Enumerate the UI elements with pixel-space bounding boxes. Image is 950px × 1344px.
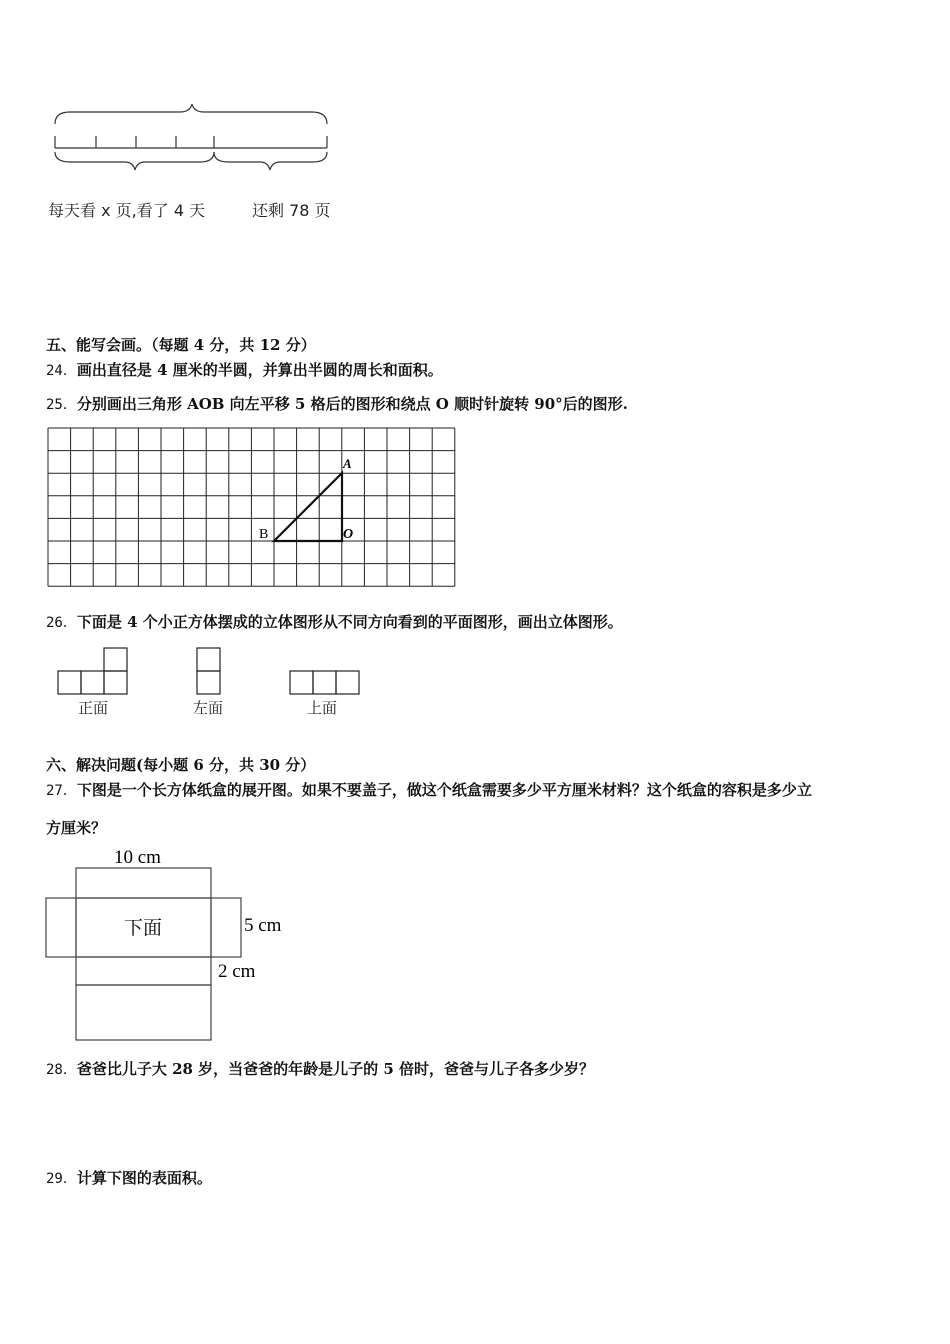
segment-left-label: 每天看 x 页,看了 4 天 [48,201,206,220]
net-height-label: 2 cm [218,961,256,982]
net-back-face [76,868,211,898]
grid-lines [48,428,455,586]
section-title-solve: 六、解决问题(每小题 6 分，共 30 分） [46,756,316,774]
point-o-label: O [343,527,354,542]
net-bottom-label: 下面 [124,918,163,939]
view-top [288,669,364,696]
segment-ticks [55,136,327,148]
question-27 [46,780,812,801]
question-text: 爸爸比儿子大 28 岁，当爸爸的年龄是儿子的 5 倍时，爸爸与儿子各多少岁？ [76,1060,595,1078]
question-number: 27． [46,783,77,799]
top-brace [55,104,327,124]
bottom-brace-left [55,152,214,170]
triangle-aob [274,473,342,541]
question-27-continued: 方厘米？ [46,819,107,837]
question-number: 25． [46,397,77,413]
question-text: 下图是一个长方体纸盒的展开图。如果不要盖子，做这个纸盒需要多少平方厘米材料？这个纸盒的容积是多少立 [76,781,812,799]
question-text: 画出直径是 4 厘米的半圆，并算出半圆的周长和面积。 [76,361,443,379]
view-front [56,646,132,696]
net-left-face [46,898,76,957]
view-left-label: 左面 [193,699,224,717]
net-front-face [76,957,211,985]
view-left [195,646,225,696]
question-text: 计算下图的表面积。 [76,1169,212,1187]
section-title-draw: 五、能写会画。（每题 4 分，共 12 分） [46,336,316,354]
net-right-face [211,898,241,957]
question-number: 29． [46,1171,77,1187]
triangle-grid [46,426,458,590]
question-number: 24． [46,363,77,379]
box-net [40,844,300,1046]
point-b-label: B [259,527,269,542]
net-top-face [76,985,211,1040]
question-number: 26． [46,615,77,631]
net-width-label: 5 cm [244,915,282,936]
segment-diagram [40,100,350,180]
question-25 [46,394,628,415]
point-a-label: A [343,456,352,471]
view-front-label: 正面 [78,699,109,717]
question-text: 分别画出三角形 AOB 向左平移 5 格后的图形和绕点 O 顺时针旋转 90°后的图形. [76,395,628,413]
segment-right-label: 还剩 78 页 [252,201,331,220]
view-top-label: 上面 [307,699,338,717]
question-text: 下面是 4 个小正方体摆成的立体图形从不同方向看到的平面图形，画出立体图形。 [76,613,623,631]
question-29 [46,1168,212,1189]
question-26 [46,612,623,633]
question-number: 28． [46,1062,77,1078]
question-24 [46,360,443,381]
question-28 [46,1059,594,1080]
net-length-label: 10 cm [114,847,161,868]
bottom-brace-right [214,152,327,170]
